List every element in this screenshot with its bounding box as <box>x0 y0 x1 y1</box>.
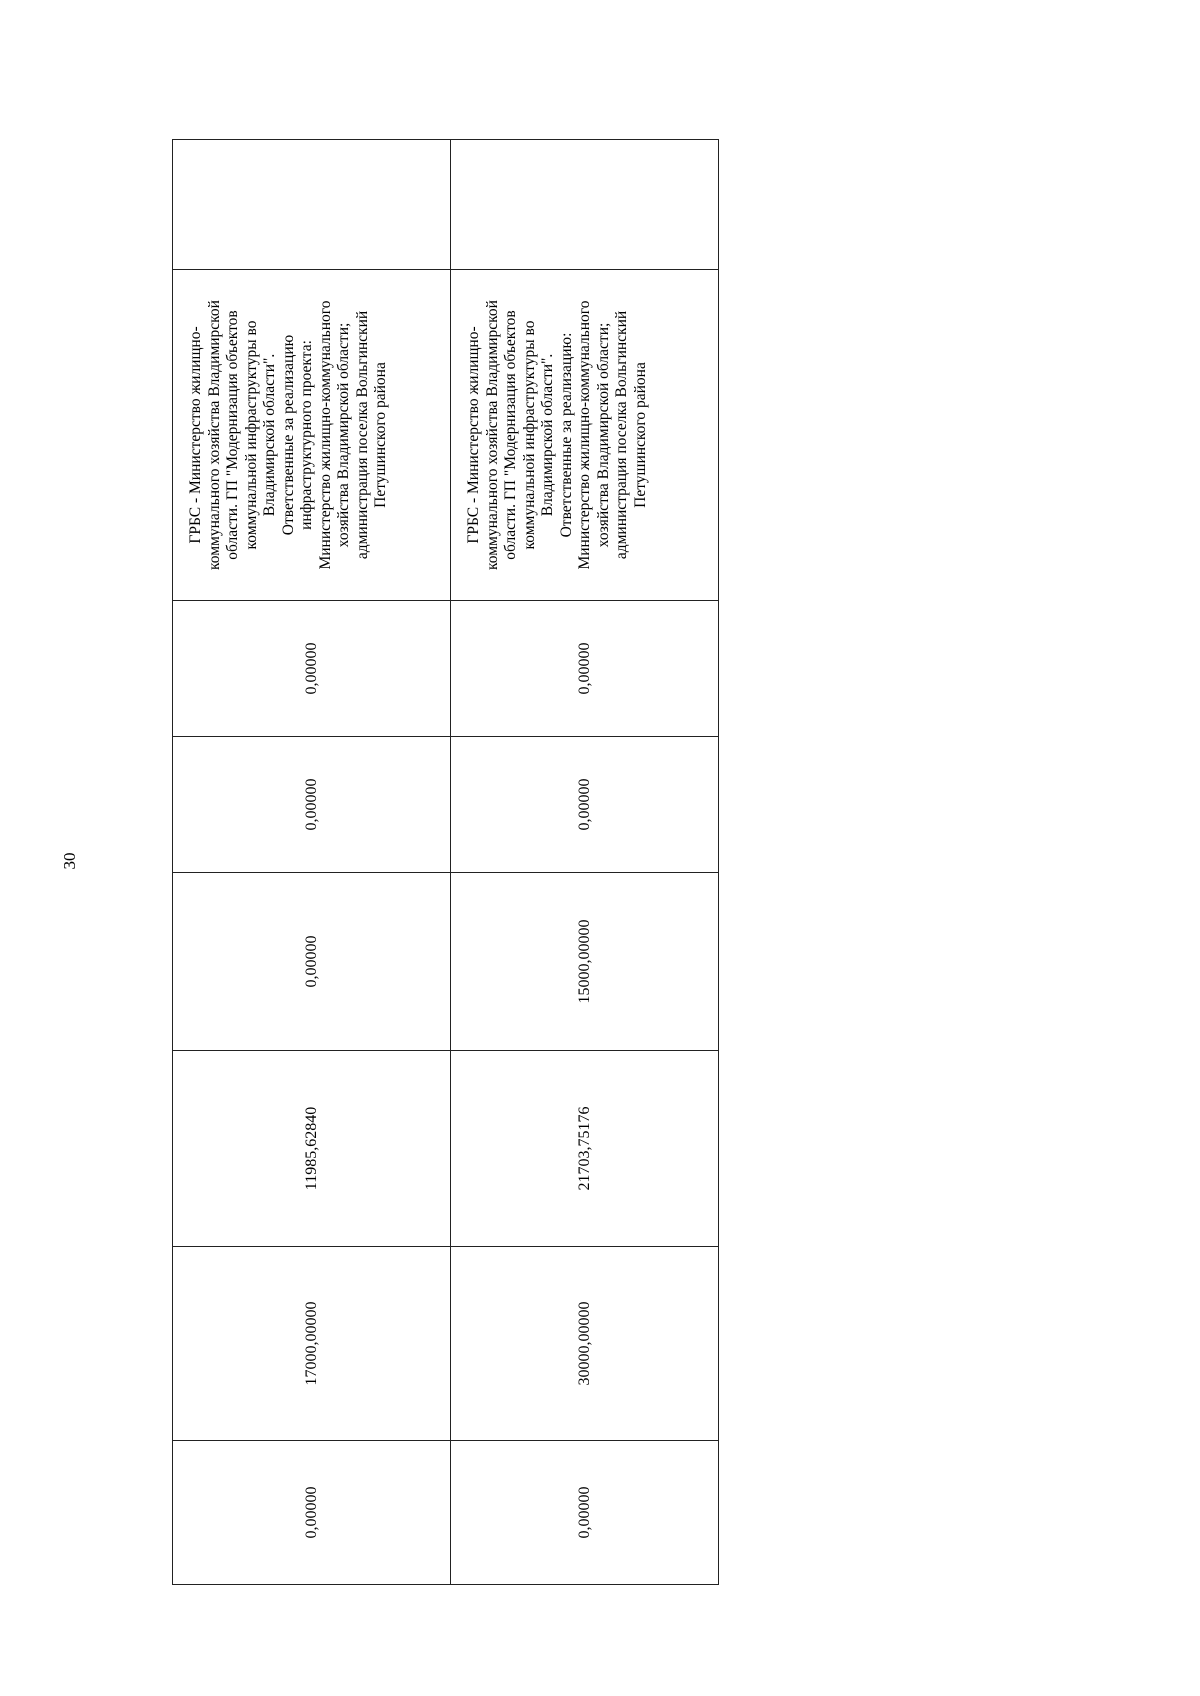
value-cell: 0,00000 <box>173 873 451 1051</box>
note-line: Министерство жилищно-коммунального <box>316 300 334 570</box>
value-cell: 30000,00000 <box>451 1247 719 1441</box>
page-number: 30 <box>60 852 79 870</box>
note-line: хозяйства Владимирской области; <box>594 322 612 548</box>
value-cell: 17000,00000 <box>173 1247 451 1441</box>
note-line: Ответственные за реализацию <box>279 334 297 536</box>
note-line: области. ГП "Модернизация объектов <box>502 310 519 560</box>
table-container <box>172 140 718 1585</box>
note-line: инфраструктурного проекта: <box>298 340 315 530</box>
table-row <box>173 140 451 1585</box>
note-line: коммунального хозяйства Владимирской <box>205 300 223 570</box>
note-line: коммунальной инфраструктуры во <box>520 320 538 550</box>
note-line: коммунальной инфраструктуры во <box>242 320 260 550</box>
value-cell: 0,00000 <box>451 601 719 737</box>
value-cell: 0,00000 <box>173 737 451 873</box>
note-line: коммунального хозяйства Владимирской <box>483 300 501 570</box>
note-line: администрация поселка Вольгинский <box>613 310 630 560</box>
value-cell: 0,00000 <box>173 601 451 737</box>
note-line: Министерство жилищно-коммунального <box>576 300 593 570</box>
note-line: Ответственные за реализацию: <box>557 332 575 538</box>
table-row <box>451 140 719 1585</box>
value-cell: 21703,75176 <box>451 1051 719 1247</box>
responsible-note-cell <box>451 270 719 601</box>
note-line: Петушинского района <box>372 362 389 508</box>
note-line: ГРБС - Министерство жилищно- <box>465 326 482 544</box>
note-line: области. ГП "Модернизация объектов <box>224 310 241 560</box>
responsible-note-cell <box>173 270 451 601</box>
note-line: ГРБС - Министерство жилищно- <box>187 326 204 544</box>
data-table <box>172 139 719 1585</box>
value-cell: 15000,00000 <box>451 873 719 1051</box>
note-line: администрация поселка Вольгинский <box>353 310 371 560</box>
note-line: Владимирской области". <box>539 353 556 517</box>
value-cell: 11985,62840 <box>173 1051 451 1247</box>
empty-cell <box>173 140 451 270</box>
value-cell: 0,00000 <box>451 1441 719 1585</box>
value-cell: 0,00000 <box>173 1441 451 1585</box>
note-line: Владимирской области". <box>261 353 278 517</box>
value-cell: 0,00000 <box>451 737 719 873</box>
note-line: хозяйства Владимирской области; <box>335 322 352 548</box>
empty-cell <box>451 140 719 270</box>
note-line: Петушинского района <box>631 362 649 508</box>
